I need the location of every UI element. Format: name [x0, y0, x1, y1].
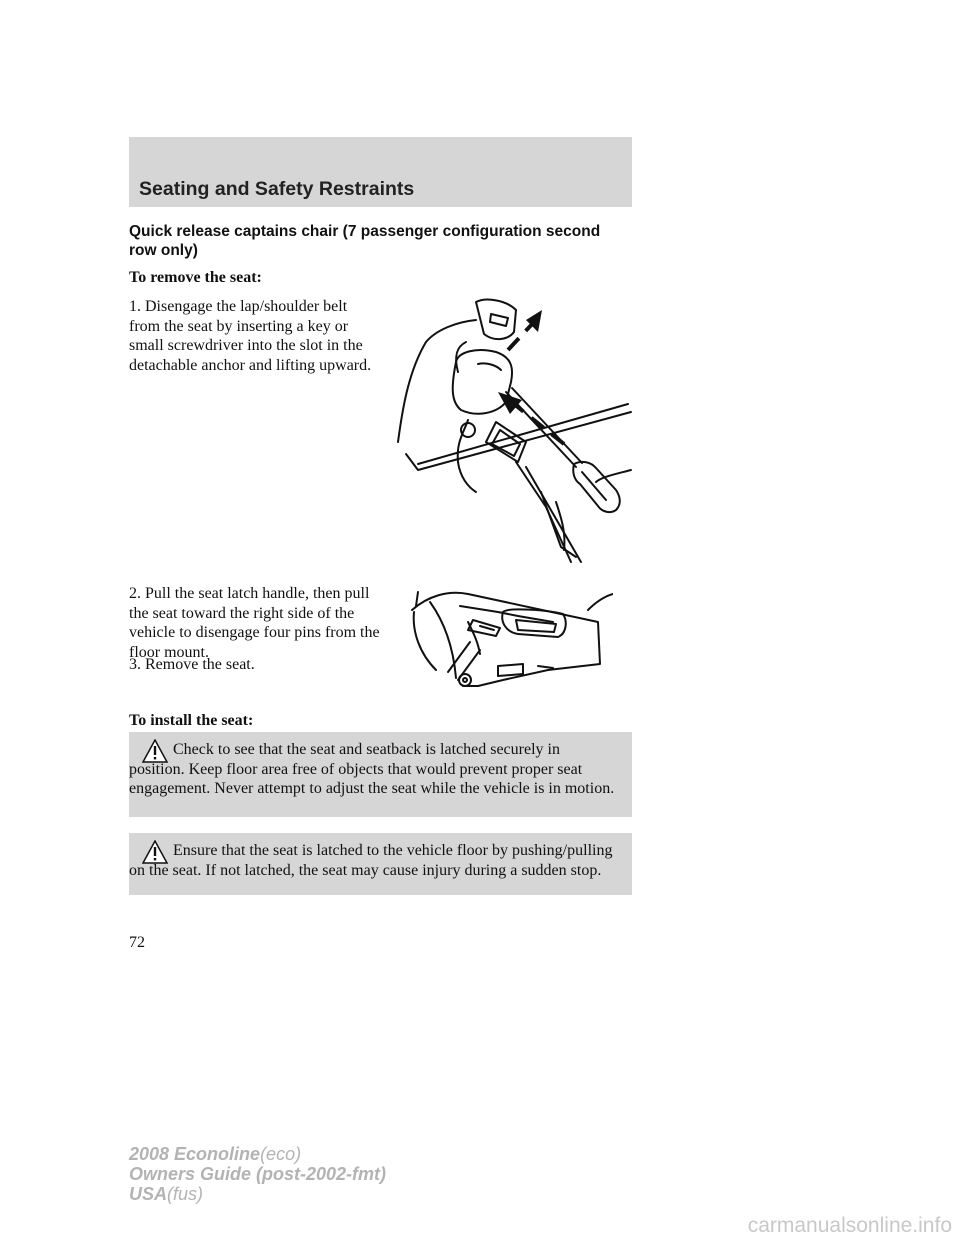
footer-market-code: (fus) — [167, 1184, 204, 1204]
warning-text-2 — [129, 841, 615, 880]
watermark: carmanualsonline.info — [747, 1214, 952, 1237]
step-1-text: 1. Disengage the lap/shoulder belt from the seat by inserting a key or small screwdriver into the slot in the detachable anchor and lifting upward. — [129, 298, 372, 374]
warning-box-2 — [129, 833, 632, 895]
install-heading: To install the seat: — [129, 712, 254, 729]
warning-2-text: Ensure that the seat is latched to the vehicle floor by pushing/pulling on the seat. If not latched, the seat may cause injury during a sudden stop. — [129, 842, 613, 879]
remove-heading: To remove the seat: — [129, 269, 262, 286]
page-title: Seating and Safety Restraints — [139, 178, 415, 200]
footer-market: USA — [129, 1184, 168, 1204]
document-footer — [129, 1144, 386, 1204]
warning-box-1 — [129, 732, 632, 817]
seat-latch-handle-illustration — [408, 582, 613, 690]
footer-guide: Owners Guide (post-2002-fmt) — [129, 1164, 387, 1184]
step-2-text: 2. Pull the seat latch handle, then pull the seat toward the right side of the vehicle to disengage four pins from the floor mount. — [129, 585, 380, 661]
step-3-text: 3. Remove the seat. — [129, 656, 255, 673]
footer-model-code: (eco) — [260, 1144, 302, 1164]
warning-1-text: Check to see that the seat and seatback is latched securely in position. Keep floor area free of objects that would prevent proper seat engagement. Never attempt to adjust the seat while the vehicle is in motion. — [129, 741, 615, 797]
warning-text-1 — [129, 740, 615, 799]
section-heading: Quick release captains chair (7 passenger configuration second row only) — [129, 223, 601, 259]
section-header-band — [129, 137, 632, 207]
belt-anchor-screwdriver-illustration — [396, 292, 636, 572]
footer-model: 2008 Econoline — [129, 1144, 261, 1164]
page-number: 72 — [129, 934, 145, 951]
